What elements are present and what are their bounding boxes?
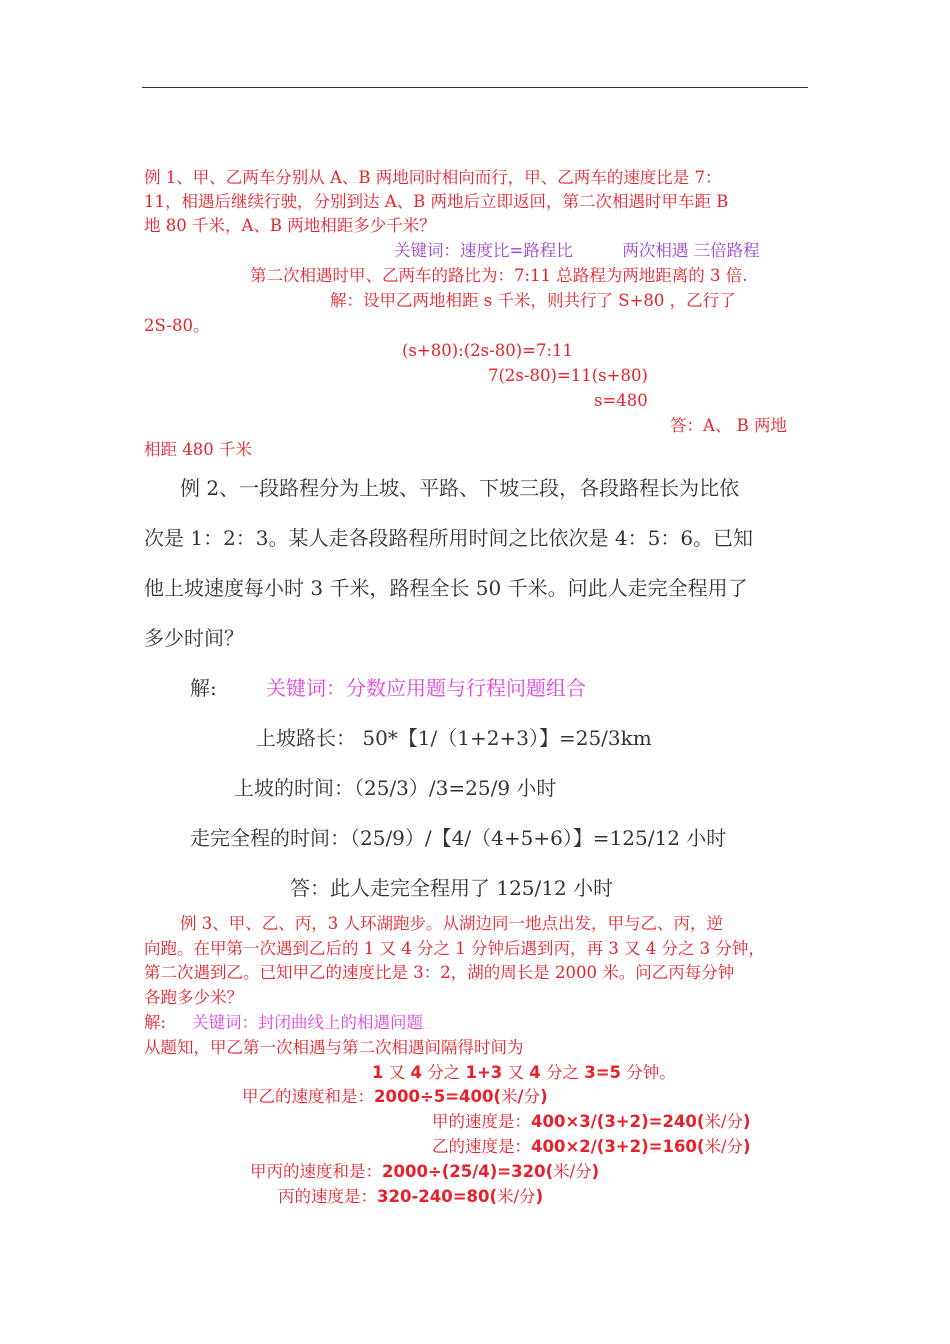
ex3-step-6-part: 2000÷(25/4)=320( (382, 1162, 554, 1181)
ex3-step-7-part: ) (535, 1187, 544, 1206)
ex3-line-3: 第二次遇到乙。已知甲乙的速度比是 3：2，湖的周长是 2000 米。问乙丙每分钟 (144, 963, 735, 982)
ex3-step-5-part: 400×2/(3+2)=160( (531, 1137, 705, 1156)
ex3-step-2-part: 又 (383, 1063, 411, 1082)
ex3-step-1: 从题知，甲乙第一次相遇与第二次相遇间隔得时间为 (144, 1038, 524, 1057)
ex3-step-7-part: 丙的速度是： (278, 1187, 377, 1206)
ex2-line-2: 次是 1：2：3。某人走各段路程所用时间之比依次是 4：5：6。已知 (144, 526, 754, 550)
ex1-line-1: 例 1、甲、乙两车分别从 A、B 两地同时相向而行，甲、乙两车的速度比是 7： (144, 168, 722, 187)
ex3-step-2-part: 4 (410, 1063, 422, 1082)
ex3-step-3-part: / (517, 1087, 524, 1106)
ex3-step-3-part: 分 (523, 1087, 541, 1106)
ex3-step-3-part: 甲乙的速度和是： (242, 1087, 374, 1106)
ex3-line-4: 各跑多少米？ (144, 988, 243, 1007)
ex3-step-6-part: 甲丙的速度和是： (250, 1162, 382, 1181)
ex1-equation-1: (s+80):(2s-80)=7:11 (402, 341, 574, 360)
ex1-equation-3: s=480 (594, 391, 648, 410)
ex1-answer-line-1: 答：A、 B 两地 (670, 416, 788, 435)
ex1-answer-line-2: 相距 480 千米 (144, 440, 252, 459)
ex2-answer: 答：此人走完全程用了 125/12 小时 (290, 876, 614, 900)
ex3-step-6-part: 米/分 (553, 1162, 592, 1181)
ex2-step-1: 上坡路长： 50*【1/（1+2+3）】=25/3km (256, 726, 652, 750)
ex3-line-1: 例 3、甲、乙、丙，3 人环湖跑步。从湖边同一地点出发，甲与乙、丙，逆 (180, 914, 723, 933)
ex3-step-3-part: ) (540, 1087, 548, 1106)
ex3-step-5-part: 乙的速度是： (432, 1137, 531, 1156)
ex2-line-1: 例 2、一段路程分为上坡、平路、下坡三段，各段路程长为比依 (180, 476, 740, 500)
ex3-step-4-part: ) (743, 1112, 751, 1131)
header-rule (142, 87, 808, 88)
ex3-step-6 (250, 1164, 599, 1181)
ex1-note: 第二次相遇时甲、乙两车的路比为：7:11 总路程为两地距离的 3 倍. (250, 266, 748, 285)
ex3-step-2-part: 4 (529, 1063, 541, 1082)
ex3-keyword: 关键词：封闭曲线上的相遇问题 (192, 1013, 423, 1032)
ex3-step-3 (242, 1089, 548, 1106)
ex3-step-5 (432, 1139, 751, 1156)
ex3-step-5-part: ) (743, 1137, 751, 1156)
ex2-step-2: 上坡的时间：（25/3）/3=25/9 小时 (234, 776, 557, 800)
ex3-step-2 (372, 1065, 676, 1082)
ex3-step-3-part: 2000÷5=400( (374, 1087, 502, 1106)
ex1-equation-2: 7(2s-80)=11(s+80) (488, 366, 648, 385)
ex1-solution-line-1: 解：设甲乙两地相距 s 千米，则共行了 S+80 ，乙行了 (330, 291, 736, 310)
ex3-step-5-part: 米/分 (704, 1137, 744, 1156)
ex3-step-2-part: 分之 (421, 1063, 466, 1082)
ex3-step-4-part: 甲的速度是： (432, 1112, 531, 1131)
ex3-line-2: 向跑。在甲第一次遇到乙后的 1 又 4 分之 1 分钟后遇到丙，再 3 又 4 分之 3 分钟， (144, 939, 765, 958)
ex3-step-4 (432, 1114, 751, 1131)
ex2-keyword: 关键词：分数应用题与行程问题组合 (266, 676, 586, 700)
ex3-step-7-part: 320-240=80( (377, 1187, 498, 1206)
ex3-step-7 (278, 1189, 543, 1206)
ex3-step-4-part: 400×3/(3+2)=240( (531, 1112, 705, 1131)
ex3-step-2-part: 又 (502, 1063, 530, 1082)
ex1-solution-line-2: 2S-80。 (144, 316, 210, 335)
ex3-step-3-part: 米 (501, 1087, 518, 1106)
ex1-keyword: 关键词：速度比=路程比 两次相遇 三倍路程 (394, 241, 760, 260)
ex3-step-4-part: 米/分 (704, 1112, 744, 1131)
ex2-solution-label: 解: (190, 676, 217, 700)
ex2-step-3: 走完全程的时间：（25/9）/【4/（4+5+6）】=125/12 小时 (190, 826, 727, 850)
ex3-step-2-part: 1+3 (465, 1063, 503, 1082)
ex3-step-2-part: 3=5 (584, 1063, 622, 1082)
ex3-step-2-part: 1 (372, 1063, 384, 1082)
ex1-line-3: 地 80 千米，A、B 两地相距多少千米？ (144, 216, 436, 235)
ex2-line-4: 多少时间？ (144, 626, 244, 650)
ex2-line-3: 他上坡速度每小时 3 千米，路程全长 50 千米。问此人走完全程用了 (144, 576, 748, 600)
ex3-step-7-part: 米/分 (497, 1187, 536, 1206)
ex3-solution-label: 解: (144, 1013, 167, 1032)
ex3-step-2-part: 分钟。 (621, 1063, 676, 1082)
ex1-line-2: 11，相遇后继续行驶，分别到达 A、B 两地后立即返回，第二次相遇时甲车距 B (144, 192, 729, 211)
ex3-step-2-part: 分之 (540, 1063, 585, 1082)
ex3-step-6-part: ) (591, 1162, 600, 1181)
